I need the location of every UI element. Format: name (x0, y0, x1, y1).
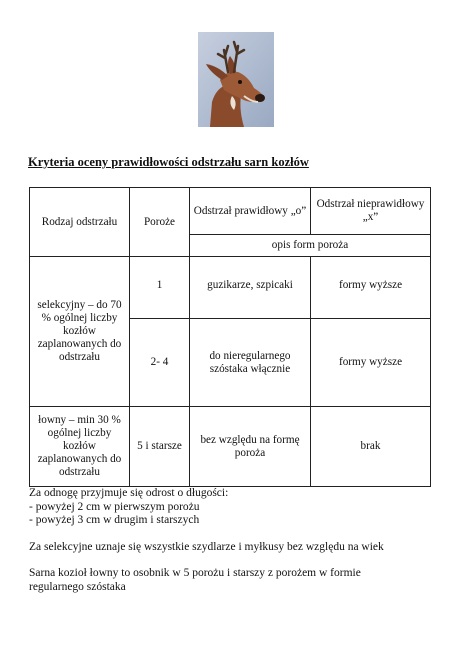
table-header-row (30, 188, 431, 235)
header-antlers: Poroże (130, 188, 190, 257)
criteria-table (29, 187, 431, 487)
header-correct-shot: Odstrzał prawidłowy „o” (190, 188, 311, 235)
note-line: Za selekcyjne uznaje się wszystkie szydlarze i myłkusy bez względu na wiek (29, 540, 384, 553)
category-selective: selekcyjny – do 70 % ogólnej liczby kozłów zaplanowanych do odstrzału (30, 257, 130, 407)
table-row (30, 407, 431, 487)
note-line: Sarna kozioł łowny to osobnik w 5 porożu i starszy z porożem w formie regularnego szóstaka (29, 567, 361, 593)
correct-cell: bez względu na formę poroża (190, 407, 311, 487)
category-game: łowny – min 30 % ogólnej liczby kozłów zaplanowanych do odstrzału (30, 407, 130, 487)
antlers-cell: 1 (130, 257, 190, 319)
note-line: Za odnogę przyjmuje się odrost o długości: (29, 487, 229, 499)
note-line: - powyżej 3 cm w drugim i starszych (29, 514, 200, 526)
page-title: Kryteria oceny prawidłowości odstrzału sarn kozłów (28, 155, 309, 169)
correct-cell: do nieregularnego szóstaka włącznie (190, 319, 311, 407)
incorrect-cell: formy wyższe (311, 319, 431, 407)
incorrect-cell: formy wyższe (311, 257, 431, 319)
incorrect-cell: brak (311, 407, 431, 487)
roe-deer-photo (198, 32, 274, 127)
table-row (30, 257, 431, 319)
header-incorrect-shot: Odstrzał nieprawidłowy „x” (311, 188, 431, 235)
note-line: - powyżej 2 cm w pierwszym porożu (29, 500, 200, 513)
antlers-cell: 5 i starsze (130, 407, 190, 487)
header-shot-type: Rodzaj odstrzału (30, 188, 130, 257)
subheader-antler-forms: opis form poroża (190, 235, 431, 257)
roe-deer-image (198, 32, 274, 127)
correct-cell: guzikarze, szpicaki (190, 257, 311, 319)
notes-section (29, 487, 449, 594)
antlers-cell: 2- 4 (130, 319, 190, 407)
